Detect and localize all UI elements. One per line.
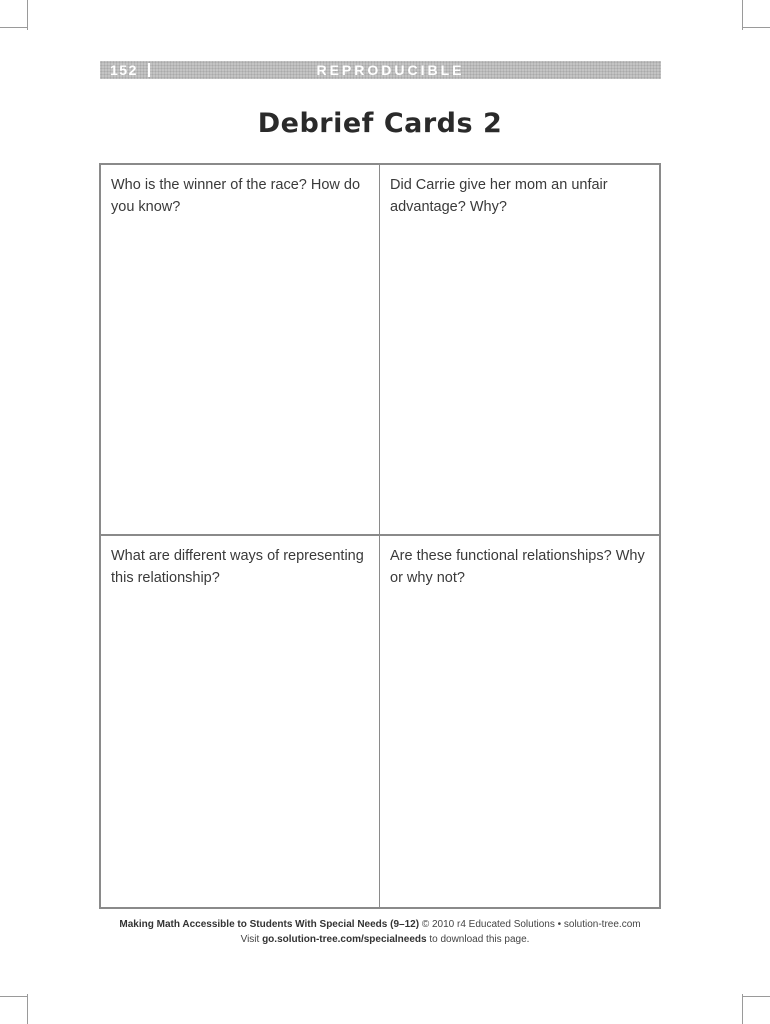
crop-mark-top-left <box>27 0 28 30</box>
reproducible-label: REPRODUCIBLE <box>316 62 465 78</box>
footer-line-1 <box>0 917 760 932</box>
crop-mark-bottom-left-horizontal <box>0 996 28 997</box>
debrief-card <box>380 165 659 536</box>
page-footer <box>0 917 760 947</box>
card-question: Are these functional relationships? Why or why not? <box>390 548 645 586</box>
crop-mark-bottom-left <box>27 994 28 1024</box>
card-question: Who is the winner of the race? How do you know? <box>111 177 361 215</box>
debrief-card <box>380 536 659 907</box>
card-question: What are different ways of representing this relationship? <box>111 548 364 586</box>
crop-mark-bottom-right-horizontal <box>742 996 770 997</box>
reproducible-header-bar <box>100 61 661 79</box>
debrief-card <box>101 165 380 536</box>
debrief-card <box>101 536 380 907</box>
copyright-text: © 2010 r4 Educated Solutions • solution-tree.com <box>421 919 641 930</box>
book-title: Making Math Accessible to Students With Special Needs (9–12) <box>119 919 420 930</box>
crop-mark-top-right-horizontal <box>742 27 770 28</box>
crop-mark-top-right <box>742 0 743 30</box>
visit-prefix: Visit <box>240 934 260 945</box>
page-title: Debrief Cards 2 <box>257 108 503 139</box>
footer-line-2 <box>0 932 760 947</box>
card-question: Did Carrie give her mom an unfair advantage? Why? <box>390 177 608 215</box>
download-link[interactable]: go.solution-tree.com/specialneeds <box>262 934 427 945</box>
visit-suffix: to download this page. <box>429 934 530 945</box>
page-number: 152 <box>110 62 138 78</box>
crop-mark-top-left-horizontal <box>0 27 28 28</box>
debrief-cards-grid <box>99 163 661 909</box>
crop-mark-bottom-right <box>742 994 743 1024</box>
